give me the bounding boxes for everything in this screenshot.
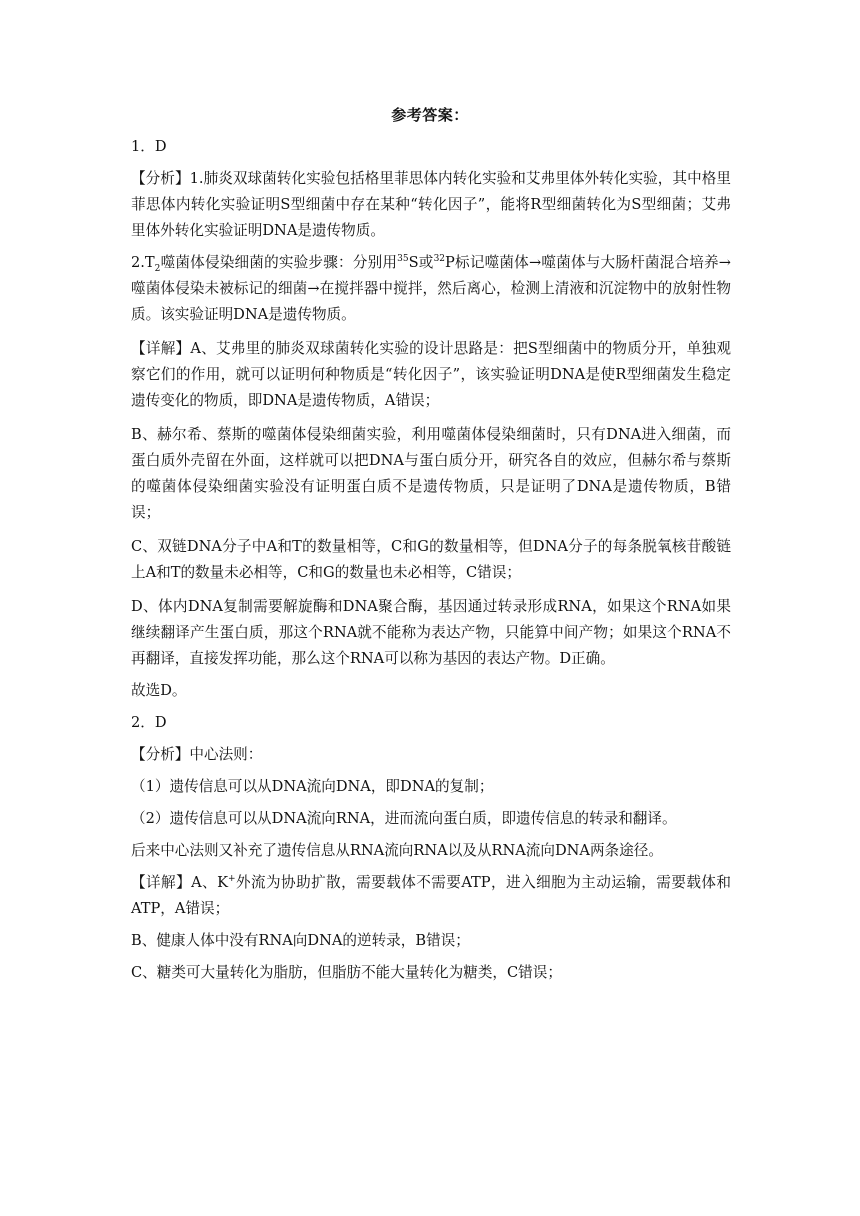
q1-analysis-p2-sup2: 32 [433,254,446,265]
q2-item-1: （1）遗传信息可以从DNA流向DNA，即DNA的复制； [131,778,494,795]
page-title: 参考答案： [391,106,469,124]
q2-supplement: 后来中心法则又补充了遗传信息从RNA流向RNA以及从RNA流向DNA两条途径。 [131,842,663,859]
q2-detail-a-2: 外流为协助扩散，需要载体不需要ATP，进入细胞为主动运输，需要载体和ATP，A错误； [131,874,731,917]
q1-detail-a-text: A、艾弗里的肺炎双球菌转化实验的设计思路是：把S型细菌中的物质分开，单独观察它们的作用，就可以证明何种物质是“转化因子”，该实验证明DNA是使R型细菌发生稳定遗传变化的物质，即DNA是遗传物质，A错误； [131,340,731,409]
q1-number: 1．D [131,138,167,155]
q2-number: 2．D [131,714,167,731]
q1-analysis-p2-d: P标记噬菌体→噬菌体与大肠杆菌混合培养→噬菌体侵染未被标记的细菌→在搅拌器中搅拌，然后离心，检测上清液和沉淀物中的放射性物质。该实验证明DNA是遗传物质。 [131,254,732,323]
q1-analysis-p1 [131,166,731,244]
q2-detail-c: C、糖类可大量转化为脂肪，但脂肪不能大量转化为糖类，C错误； [131,964,562,981]
q2-detail-a-sup: + [228,874,236,885]
q2-detail-b: B、健康人体中没有RNA向DNA的逆转录，B错误； [131,932,470,949]
q1-conclusion: 故选D。 [131,682,187,699]
q1-analysis-p2 [131,250,731,328]
q1-detail-c: C、双链DNA分子中A和T的数量相等，C和G的数量相等，但DNA分子的每条脱氧核苷酸链上A和T的数量未必相等，C和G的数量也未必相等，C错误； [131,538,731,581]
q1-analysis-p1-text: 1.肺炎双球菌转化实验包括格里菲思体内转化实验和艾弗里体外转化实验，其中格里菲思体内转化实验证明S型细菌中存在某种“转化因子”，能将R型细菌转化为S型细菌；艾弗里体外转化实验证明DNA是遗传物质。 [131,170,731,239]
q2-detail-tag: 【详解】 [131,874,192,891]
q2-detail-a-1: A、K [191,874,228,891]
q1-detail-b: B、赫尔希、蔡斯的噬菌体侵染细菌实验，利用噬菌体侵染细菌时，只有DNA进入细菌，而蛋白质外壳留在外面，这样就可以把DNA与蛋白质分开，研究各自的效应，但赫尔希与蔡斯的噬菌体侵染细菌实验没有证明蛋白质不是遗传物质，只是证明了DNA是遗传物质，B错误； [131,426,731,521]
q1-detail-a [131,336,731,414]
q1-analysis-p2-a: 2.T [131,254,155,271]
q1-analysis-p2-sup1: 35 [397,254,409,265]
q2-detail-a [131,870,731,922]
q1-analysis-tag: 【分析】 [131,170,190,187]
q1-analysis-p2-sub: 2 [154,263,161,274]
answer-content [131,134,731,992]
q2-analysis: 【分析】中心法则： [131,746,263,763]
q1-detail-d: D、体内DNA复制需要解旋酶和DNA聚合酶，基因通过转录形成RNA，如果这个RNA如果继续翻译产生蛋白质，那这个RNA就不能称为表达产物，只能算中间产物；如果这个RNA不再翻译，直接发挥功能，那么这个RNA可以称为基因的表达产物。D正确。 [131,598,731,667]
q2-item-2: （2）遗传信息可以从DNA流向RNA，进而流向蛋白质，即遗传信息的转录和翻译。 [131,810,677,827]
q1-detail-tag: 【详解】 [131,340,191,357]
q1-analysis-p2-b: 噬菌体侵染细菌的实验步骤：分别用 [160,254,398,271]
q1-analysis-p2-c: S或 [408,254,434,271]
